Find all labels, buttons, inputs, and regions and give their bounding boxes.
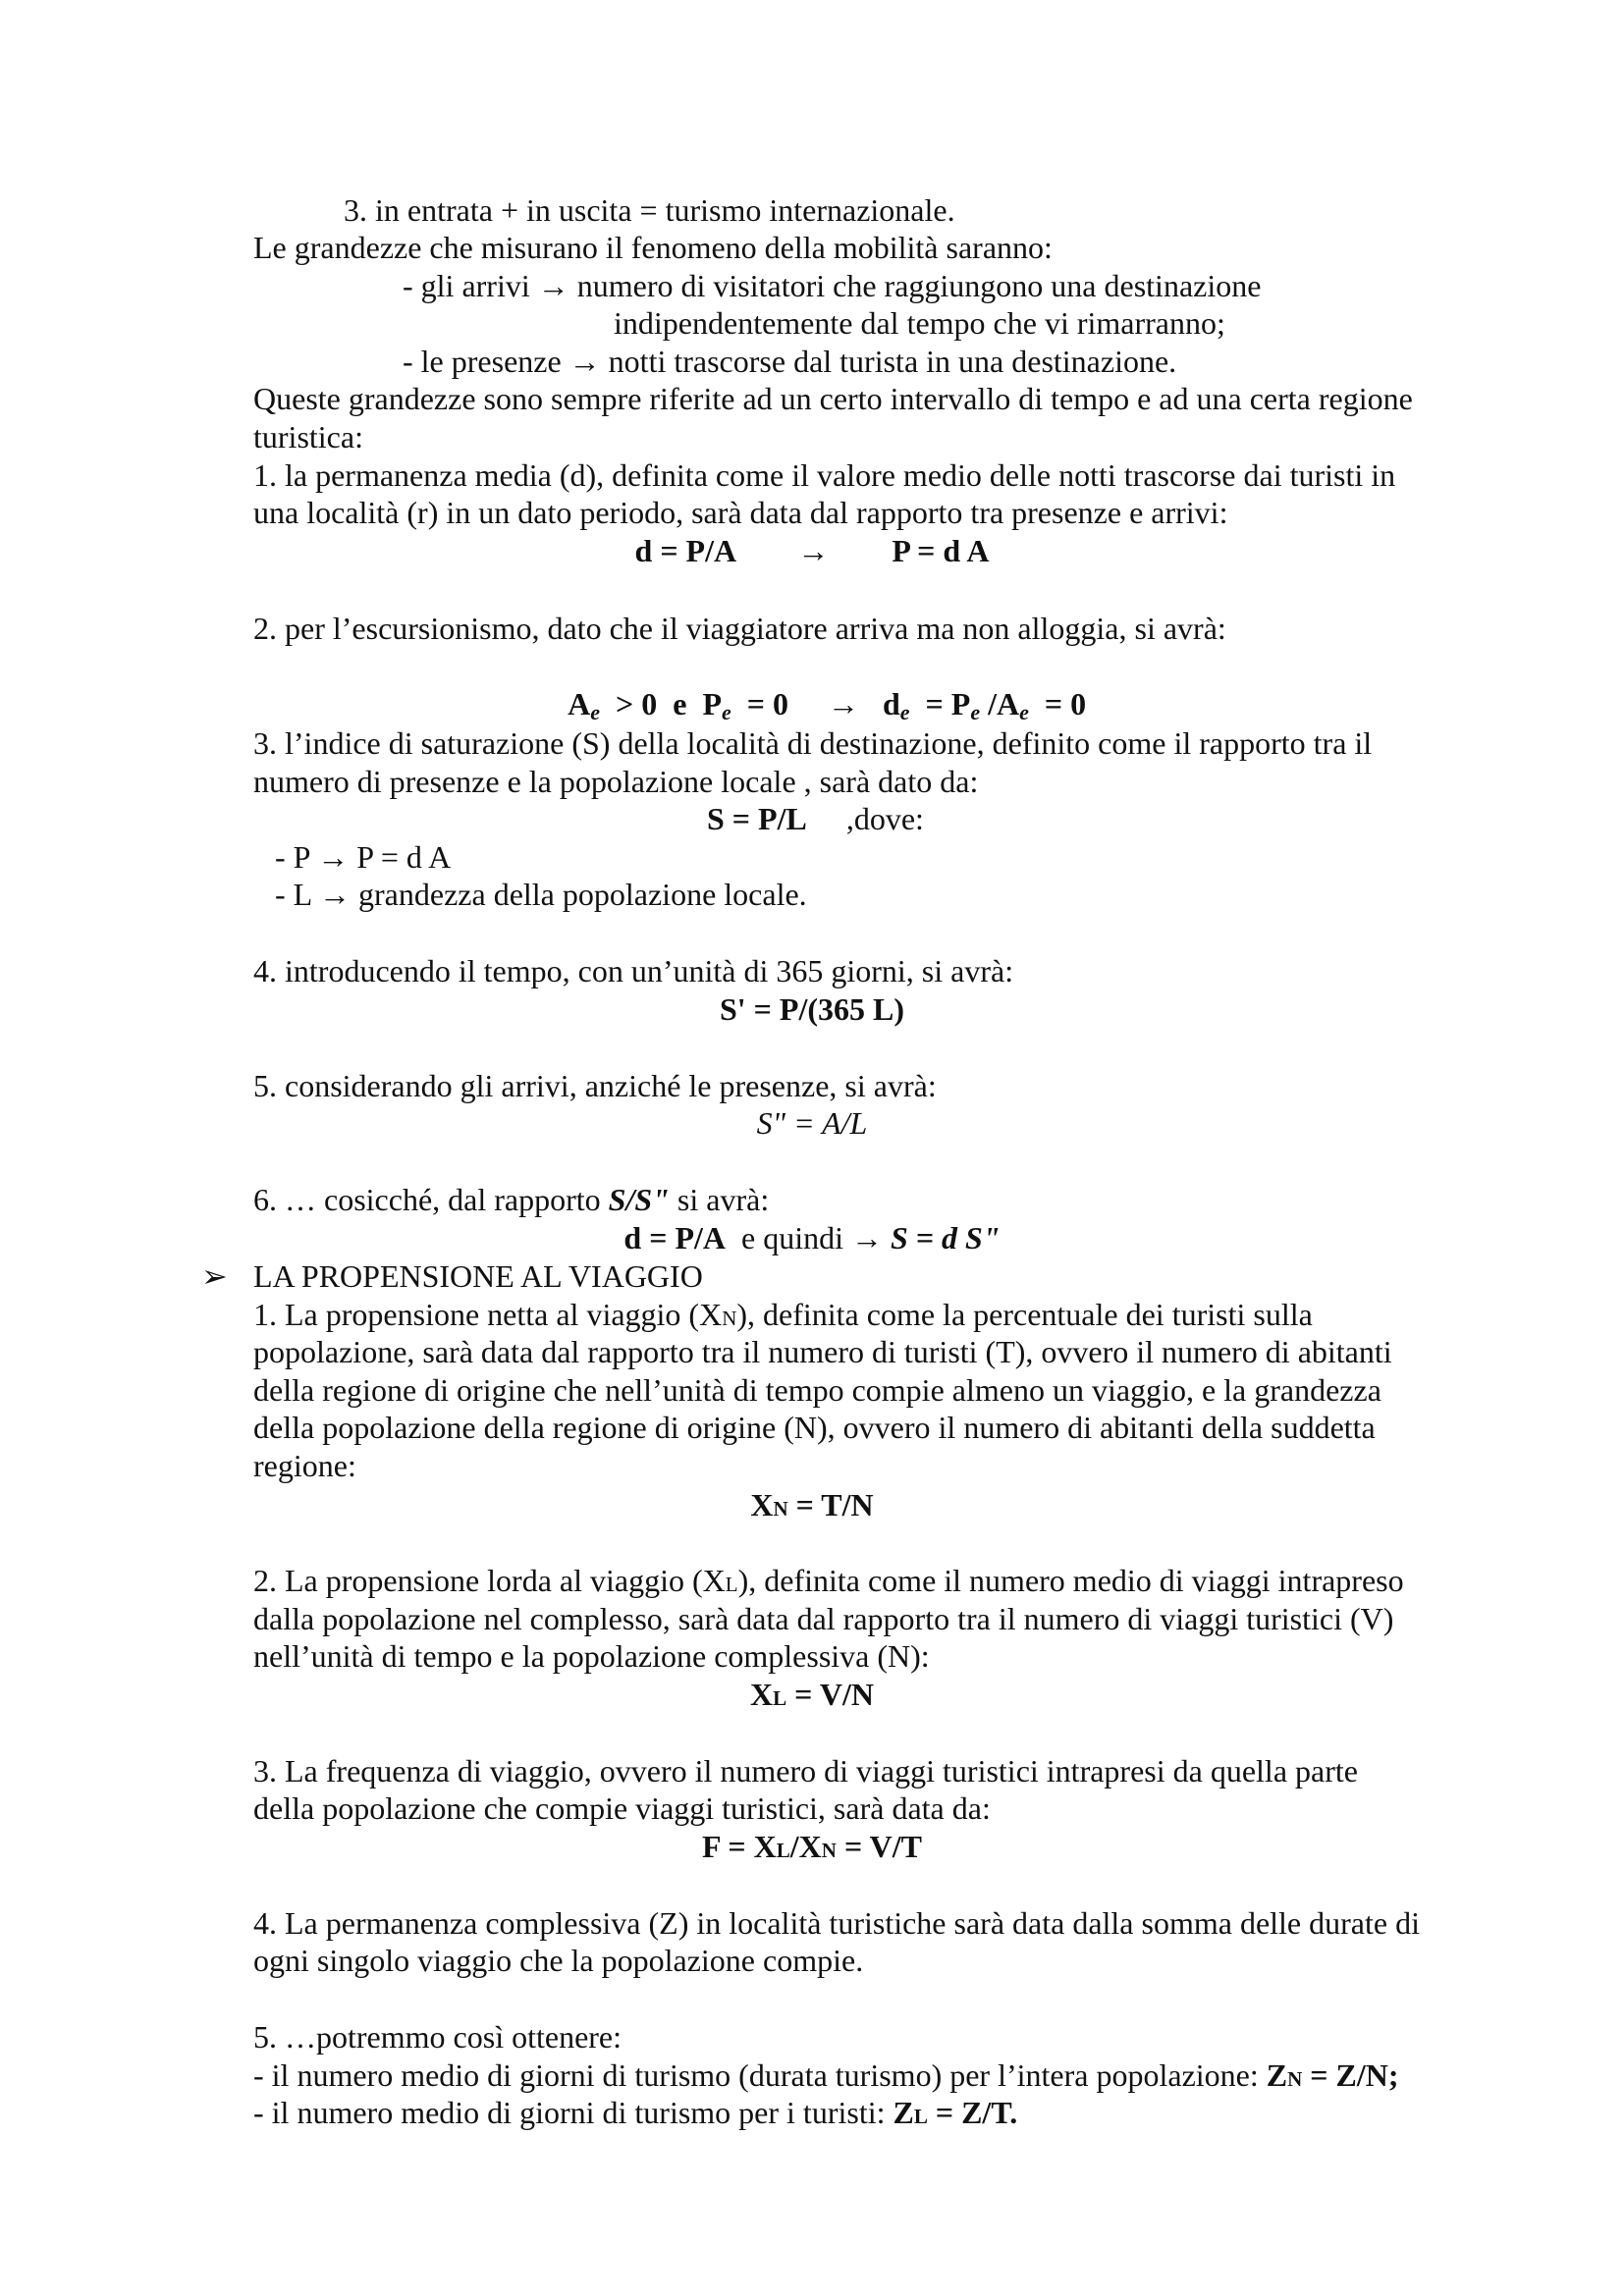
permanenza-media-line-1: 1. la permanenza media (d), definita come il valore medio delle notti trascorse dai turisti in [253, 457, 1396, 493]
zn-line [253, 2056, 1399, 2098]
formula-rest: = Z/N; [1302, 2057, 1399, 2093]
ratio-text: S/S" [608, 1182, 670, 1217]
formula-part: /X [789, 1829, 822, 1864]
formula-P: P [950, 686, 971, 721]
quindi-text: e quindi → [726, 1220, 891, 1255]
frequenza-line-1: 3. La frequenza di viaggio, ovvero il numero di viaggi turistici intrapresi da quella parte [253, 1753, 1358, 1789]
formula-sub-e: e [590, 700, 600, 724]
formula-s-prime: S' = P/(365 L) [719, 991, 904, 1027]
formula-Z: Z [893, 2095, 914, 2130]
subscript: N [773, 1497, 788, 1521]
formula-Z: Z [1266, 2057, 1288, 2093]
formula-sub-e: e [721, 700, 731, 724]
propensione-netta-line-1 [253, 1296, 1313, 1337]
l-definition: - L → grandezza della popolazione locale. [275, 877, 807, 912]
formula-sub-e: e [1019, 700, 1029, 724]
permanenza-complessiva-line-2: ogni singolo viaggio che la popolazione compie. [253, 1943, 864, 1978]
formula-final [0, 1219, 1624, 1256]
subscript: L [725, 1573, 738, 1596]
formula-S-dS: S = d S" [890, 1220, 1001, 1255]
arrivi-considerando-line: 5. considerando gli arrivi, anziché le presenze, si avrà: [253, 1068, 937, 1103]
formula-d: d [882, 686, 900, 721]
subscript: L [773, 1686, 787, 1710]
formula-rest: = V/N [786, 1677, 874, 1712]
subscript: N [1287, 2067, 1303, 2091]
subscript: N [722, 1307, 737, 1330]
ottenere-line: 5. …potremmo così ottenere: [253, 2019, 623, 2055]
frequenza-line-2: della popolazione che compie viaggi turistici, sarà data da: [253, 1790, 991, 1826]
formula-permanenza: d = P/A → P = d A [634, 533, 990, 568]
formula-rest: = Z/T. [927, 2095, 1018, 2130]
formula-eqP: = [909, 686, 951, 721]
text: - il numero medio di giorni di turismo per i turisti: [253, 2095, 893, 2130]
propensione-lorda-line-2: dalla popolazione nel complesso, sarà data dal rapporto tra il numero di viaggi turistici (V) [253, 1601, 1394, 1636]
formula-A: A [568, 686, 591, 721]
subscript: N [821, 1839, 837, 1862]
cosicche-end: si avrà: [669, 1182, 770, 1217]
formula-P: P [702, 686, 722, 721]
text: - il numero medio di giorni di turismo (durata turismo) per l’intera popolazione: [253, 2057, 1267, 2093]
formula-xn [0, 1486, 1624, 1527]
formula-sub-e: e [899, 700, 910, 724]
propensione-lorda-line-1 [253, 1562, 1404, 1603]
formula-xl [0, 1676, 1624, 1717]
formula-sub-e: e [970, 700, 981, 724]
permanenza-complessiva-line-1: 4. La permanenza complessiva (Z) in località turistiche sarà data dalla somma delle durate di [253, 1905, 1420, 1941]
arrivi-line: - gli arrivi → numero di visitatori che raggiungono una destinazione [403, 268, 1262, 303]
subscript: L [913, 2105, 928, 2128]
formula-d: d = P/A [623, 1220, 726, 1255]
propensione-netta-line-2: popolazione, sarà data dal rapporto tra il numero di turisti (T), ovvero il numero di abitanti [253, 1334, 1392, 1369]
propensione-netta-line-3: della regione di origine che nell’unità di tempo compie almeno un viaggio, e la grandezza [253, 1372, 1381, 1408]
formula-s-double-prime: S" = A/L [756, 1105, 868, 1141]
text: ), definita come il numero medio di viaggi intrapreso [737, 1563, 1404, 1598]
tempo-line: 4. introducendo il tempo, con un’unità di 365 giorni, si avrà: [253, 953, 1014, 988]
propensione-lorda-line-3: nell’unità di tempo e la popolazione complessiva (N): [253, 1638, 930, 1674]
formula-S: S = P/L [707, 801, 807, 836]
item-3-line: 3. in entrata + in uscita = turismo internazionale. [344, 192, 955, 228]
text: ), definita come la percentuale dei turisti sulla [736, 1297, 1313, 1332]
saturazione-line-2: numero di presenze e la popolazione locale , sarà dato da: [253, 764, 979, 799]
cosicche-line [253, 1181, 769, 1218]
queste-line-2: turistica: [253, 419, 363, 454]
p-definition: - P → P = d A [275, 839, 452, 875]
formula-gt0: > 0 e [600, 686, 703, 721]
formula-part: F = X [702, 1829, 777, 1864]
dove-label: ,dove: [806, 801, 924, 836]
text: 2. La propensione lorda al viaggio (X [253, 1563, 726, 1598]
grandezze-line: Le grandezze che misurano il fenomeno della mobilità saranno: [253, 230, 1053, 265]
escursionismo-line: 2. per l’escursionismo, dato che il viaggiatore arriva ma non alloggia, si avrà: [253, 611, 1226, 646]
formula-frequenza [0, 1828, 1624, 1869]
propensione-netta-line-4: della popolazione della regione di origine (N), ovvero il numero di abitanti della suddetta [253, 1410, 1376, 1445]
text: 1. La propensione netta al viaggio (X [253, 1297, 723, 1332]
section-heading: LA PROPENSIONE AL VIAGGIO [253, 1258, 703, 1294]
formula-eqZero: = 0 [1028, 686, 1087, 721]
zl-line [253, 2094, 1017, 2135]
presenze-line: - le presenze → notti trascorse dal turista in una destinazione. [403, 344, 1177, 379]
formula-X: X [750, 1487, 774, 1522]
subscript: L [776, 1839, 790, 1862]
formula-part: = V/T [836, 1829, 922, 1864]
formula-eq0: = 0 → [731, 686, 883, 721]
arrivi-continuation: indipendentemente dal tempo che vi rimarranno; [614, 305, 1225, 341]
permanenza-media-line-2: una località (r) in un dato periodo, sarà data dal rapporto tra presenze e arrivi: [253, 495, 1228, 530]
formula-slashA: /A [980, 686, 1020, 721]
cosicche-text: 6. … cosicché, dal rapporto [253, 1182, 609, 1217]
formula-saturazione [707, 800, 924, 837]
saturazione-line-1: 3. l’indice di saturazione (S) della località di destinazione, definito come il rapporto tra il [253, 725, 1373, 761]
propensione-netta-line-5: regione: [253, 1448, 356, 1483]
queste-line-1: Queste grandezze sono sempre riferite ad un certo intervallo di tempo e ad una certa regione [253, 381, 1413, 416]
arrow-bullet-icon: ➢ [201, 1258, 228, 1294]
formula-rest: = T/N [787, 1487, 874, 1522]
formula-X: X [750, 1677, 774, 1712]
